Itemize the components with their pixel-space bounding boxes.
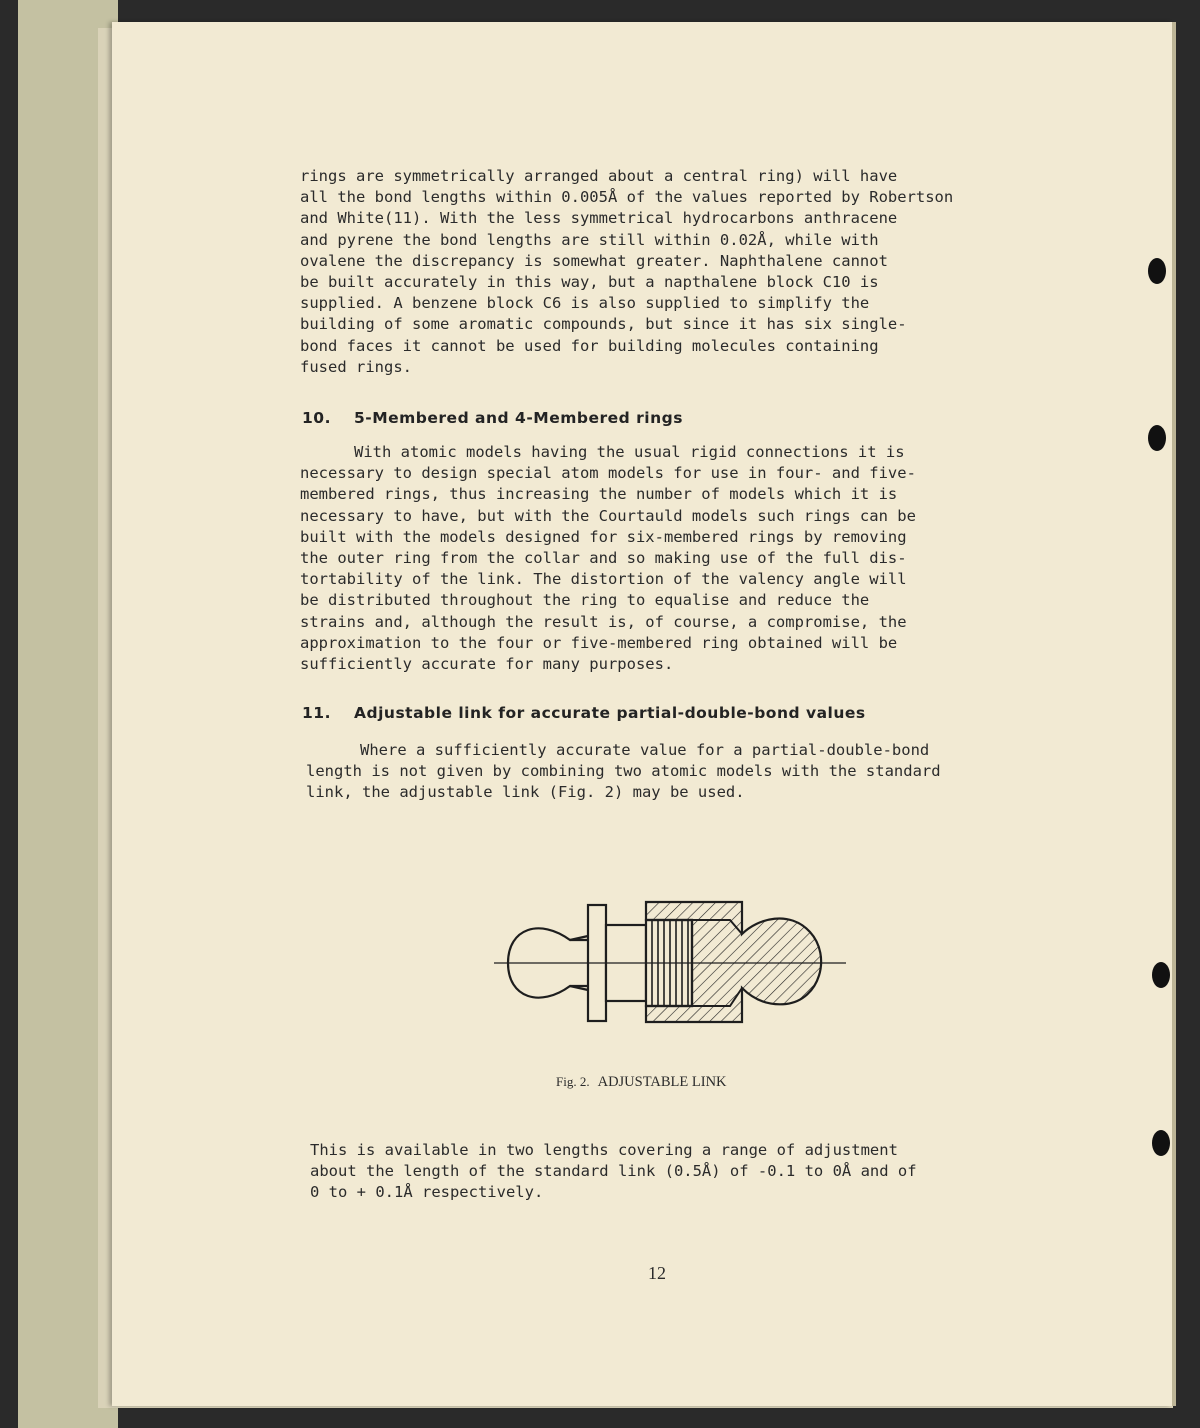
punch-hole [1148,258,1166,284]
section-title: Adjustable link for accurate partial-double-bond values [354,704,866,722]
text-line: link, the adjustable link (Fig. 2) may be used. [306,783,745,802]
paragraph-closing [310,1140,1020,1204]
paragraph-section11 [306,740,1016,804]
section-heading-10 [302,409,683,427]
section-title: 5-Membered and 4-Membered rings [354,409,683,427]
text-line: Where a sufficiently accurate value for a partial-double-bond [360,741,930,759]
text-line: supplied. A benzene block C6 is also supplied to simplify the [300,294,870,313]
punch-hole [1152,1130,1170,1156]
punch-hole [1148,425,1166,451]
text-line: the outer ring from the collar and so making use of the full dis- [300,549,907,568]
text-line: bond faces it cannot be used for building molecules containing [300,336,879,355]
text-line: With atomic models having the usual rigid connections it is [354,443,905,461]
figure-label: Fig. 2. [556,1074,590,1089]
figure-title: ADJUSTABLE LINK [597,1074,727,1090]
text-line: strains and, although the result is, of course, a compromise, the [300,612,907,631]
text-line: 0 to + 0.1Å respectively. [310,1183,544,1202]
text-line: all the bond lengths within 0.005Å of the values reported by Robertson [300,188,954,207]
text-line: rings are symmetrically arranged about a central ring) will have [300,167,898,185]
text-line: This is available in two lengths covering a range of adjustment [310,1141,898,1159]
text-line: length is not given by combining two atomic models with the standard [306,762,941,781]
text-line: and pyrene the bond lengths are still within 0.02Å, while with [300,230,879,249]
text-line: necessary to have, but with the Courtauld models such rings can be [300,506,916,525]
section-heading-11 [302,704,866,722]
text-line: built with the models designed for six-membered rings by removing [300,527,907,546]
paragraph-section10 [300,442,1016,675]
text-line: be built accurately in this way, but a napthalene block C10 is [300,273,879,292]
text-line: about the length of the standard link (0.5Å) of -0.1 to 0Å and of [310,1162,917,1181]
adjustable-link-figure [490,890,850,1039]
text-line: sufficiently accurate for many purposes. [300,655,674,674]
section-number: 10. [302,409,331,427]
text-line: approximation to the four or five-membered ring obtained will be [300,633,898,652]
page-number: 12 [648,1263,666,1283]
adjustable-link-drawing [490,890,850,1035]
text-line: fused rings. [300,357,412,376]
section-number: 11. [302,704,331,722]
text-line: tortability of the link. The distortion of the valency angle will [300,570,907,589]
figure-caption [556,1074,727,1091]
text-line: be distributed throughout the ring to equalise and reduce the [300,591,870,610]
text-line: ovalene the discrepancy is somewhat greater. Naphthalene cannot [300,251,888,270]
text-line: building of some aromatic compounds, but since it has six single- [300,315,907,334]
text-line: necessary to design special atom models for use in four- and five- [300,464,916,483]
text-line: membered rings, thus increasing the number of models which it is [300,485,898,504]
page-edge [1172,22,1176,1406]
paragraph-section9-continued [300,166,1016,378]
punch-hole [1152,962,1170,988]
text-line: and White(11). With the less symmetrical hydrocarbons anthracene [300,209,898,228]
